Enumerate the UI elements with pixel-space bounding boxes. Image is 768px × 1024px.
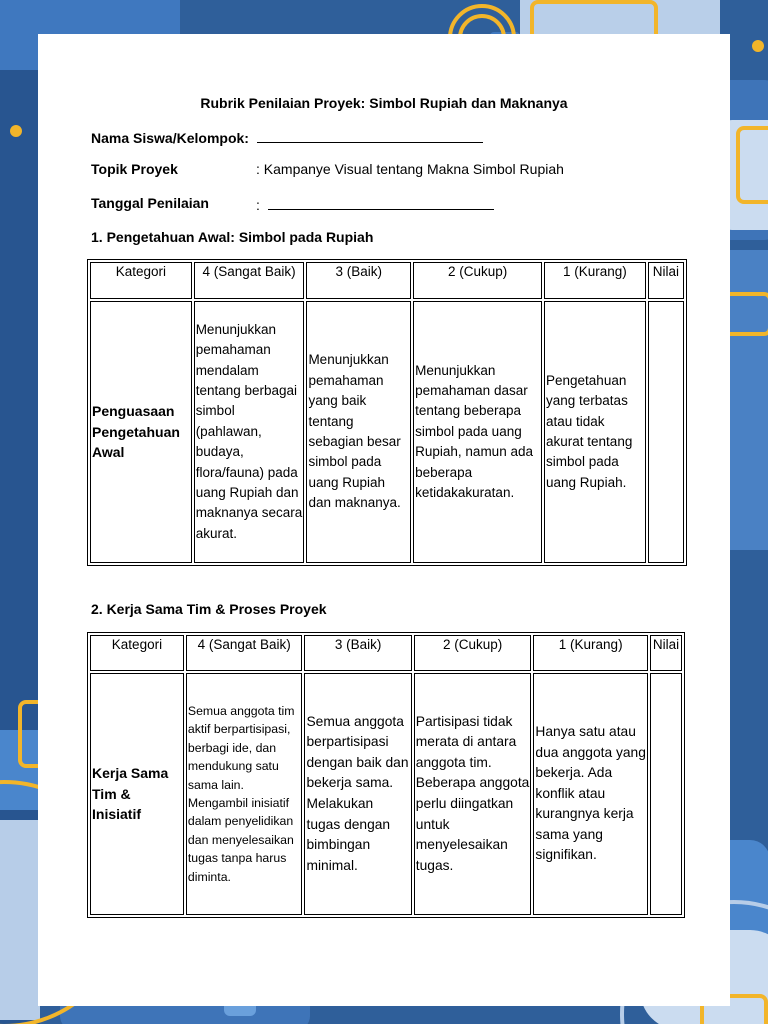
date-value xyxy=(256,195,494,213)
level-2-cell: Partisipasi tidak merata di antara anggota tim. Beberapa anggota perlu diingatkan untuk menyelesaikan tugas. xyxy=(414,673,532,915)
column-header: 2 (Cukup) xyxy=(414,635,532,671)
column-header: 4 (Sangat Baik) xyxy=(186,635,303,671)
section2-heading: 2. Kerja Sama Tim & Proses Proyek xyxy=(91,601,327,617)
date-blank-line[interactable] xyxy=(268,195,494,210)
name-field xyxy=(91,128,483,146)
section1-heading: 1. Pengetahuan Awal: Simbol pada Rupiah xyxy=(91,229,374,245)
table-row xyxy=(90,301,684,563)
column-header: Nilai xyxy=(648,262,684,299)
date-field xyxy=(91,195,209,211)
document-title: Rubrik Penilaian Proyek: Simbol Rupiah dan Maknanya xyxy=(200,95,568,111)
date-label: Tanggal Penilaian xyxy=(91,195,209,211)
column-header: 1 (Kurang) xyxy=(544,262,646,299)
rubric-table-teamwork xyxy=(87,632,685,918)
table-header-row xyxy=(90,262,684,299)
name-label: Nama Siswa/Kelompok: xyxy=(91,130,249,146)
name-blank-line[interactable] xyxy=(257,128,483,143)
column-header: 2 (Cukup) xyxy=(413,262,542,299)
score-cell[interactable] xyxy=(650,673,682,915)
decorative-outline-square xyxy=(736,126,768,204)
document-page xyxy=(38,34,730,1006)
column-header: Kategori xyxy=(90,262,192,299)
level-1-cell: Pengetahuan yang terbatas atau tidak akurat tentang simbol pada uang Rupiah. xyxy=(544,301,646,563)
topic-field xyxy=(91,161,178,177)
score-cell[interactable] xyxy=(648,301,684,563)
level-2-cell: Menunjukkan pemahaman dasar tentang beberapa simbol pada uang Rupiah, namun ada beberapa ketidakakuratan. xyxy=(413,301,542,563)
column-header: Nilai xyxy=(650,635,682,671)
column-header: Kategori xyxy=(90,635,184,671)
table-header-row xyxy=(90,635,682,671)
level-4-cell: Menunjukkan pemahaman mendalam tentang berbagai simbol (pahlawan, budaya, flora/fauna) pada uang Rupiah dan maknanya secara akurat. xyxy=(194,301,305,563)
level-3-cell: Menunjukkan pemahaman yang baik tentang sebagian besar simbol pada uang Rupiah dan maknanya. xyxy=(306,301,411,563)
column-header: 4 (Sangat Baik) xyxy=(194,262,305,299)
category-cell: Penguasaan Pengetahuan Awal xyxy=(90,301,192,563)
column-header: 3 (Baik) xyxy=(304,635,411,671)
level-1-cell: Hanya satu atau dua anggota yang bekerja. Ada konflik atau kurangnya kerja sama yang signifikan. xyxy=(533,673,648,915)
table-row xyxy=(90,673,682,915)
decorative-dot xyxy=(10,125,22,137)
column-header: 1 (Kurang) xyxy=(533,635,648,671)
topic-value: : Kampanye Visual tentang Makna Simbol Rupiah xyxy=(256,161,564,177)
rubric-table-knowledge xyxy=(87,259,687,566)
level-4-cell: Semua anggota tim aktif berpartisipasi, berbagi ide, dan mendukung satu sama lain. Mengambil inisiatif dalam penyelidikan dan menyelesaikan tugas tanpa harus diminta. xyxy=(186,673,303,915)
level-3-cell: Semua anggota berpartisipasi dengan baik dan bekerja sama. Melakukan tugas dengan bimbingan minimal. xyxy=(304,673,411,915)
category-cell: Kerja Sama Tim & Inisiatif xyxy=(90,673,184,915)
decorative-dot xyxy=(752,40,764,52)
date-colon: : xyxy=(256,197,260,213)
column-header: 3 (Baik) xyxy=(306,262,411,299)
topic-label: Topik Proyek xyxy=(91,161,178,177)
